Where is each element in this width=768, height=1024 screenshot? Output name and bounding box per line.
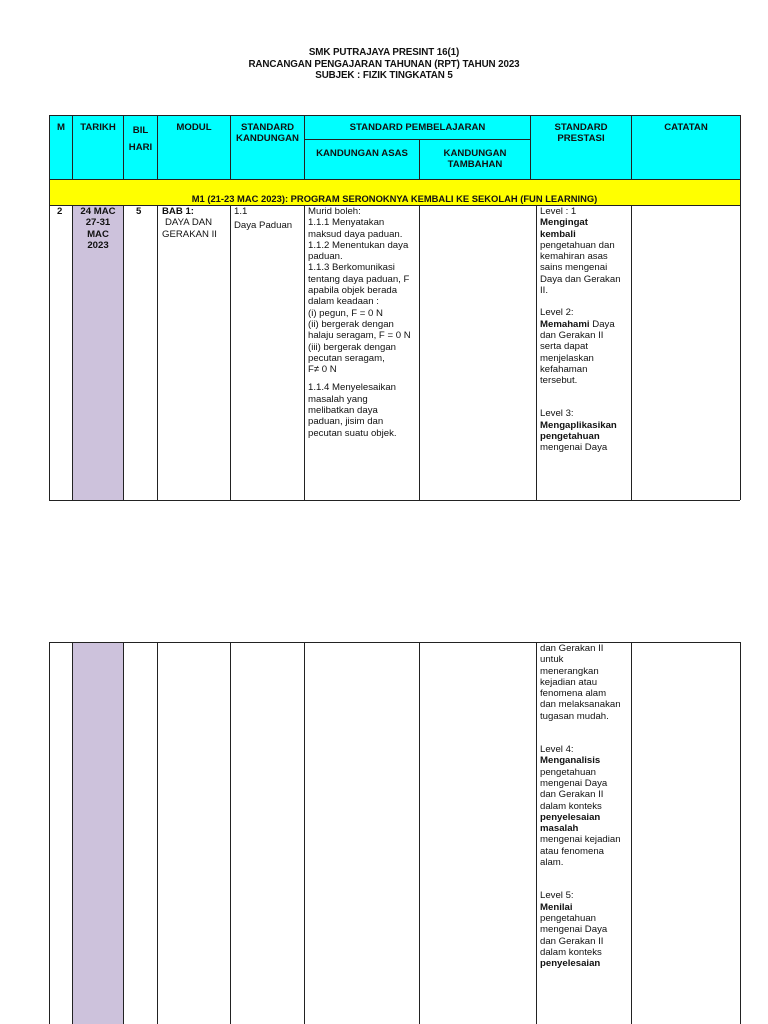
col-m-header: M <box>57 122 65 133</box>
chapter-label: BAB 1: <box>162 206 194 217</box>
col-tambahan-header: KANDUNGAN TAMBAHAN <box>443 148 507 170</box>
document-header <box>0 47 768 82</box>
week-number: 2 <box>57 206 63 217</box>
performance-standard-cont: dan Gerakan II untuk menerangkan kejadian atau fenomena alam dan melaksanakan tugasan mudah. Level 4: Menganalisis pengetahuan mengenai Daya dan Gerakan II dalam konteks penyelesaian masalah mengenai kejadian atau fenomena alam. Level 5: Menilai pengetahuan mengenai Daya dan Gerakan II dalam konteks penyelesaian <box>540 643 621 970</box>
col-modul-header: MODUL <box>176 122 212 133</box>
banner-text: M1 (21-23 MAC 2023): PROGRAM SERONOKNYA KEMBALI KE SEKOLAH (FUN LEARNING) <box>191 193 598 204</box>
col-catatan-header: CATATAN <box>664 122 708 133</box>
subject-line: SUBJEK : FIZIK TINGKATAN 5 <box>315 70 453 81</box>
module-cell: BAB 1: DAYA DAN GERAKAN II <box>162 206 230 240</box>
school-name: SMK PUTRAJAYA PRESINT 16(1) <box>308 47 460 58</box>
col-sk-header: STANDARD KANDUNGAN <box>236 122 299 144</box>
day-count: 5 <box>136 206 142 217</box>
col-sp-header: STANDARD PEMBELAJARAN <box>349 122 486 133</box>
col-prestasi-header: STANDARD PRESTASI <box>554 122 608 144</box>
date-range: 24 MAC 27-31 MAC 2023 <box>80 206 116 251</box>
col-tarikh-header: TARIKH <box>80 122 116 133</box>
learning-standard-cell: Murid boleh: 1.1.1 Menyatakan maksud daya paduan. 1.1.2 Menentukan daya paduan. 1.1.3 Berkomunikasi tentang daya paduan, F apabila objek berada dalam keadaan : (i) pegun, F = 0 N (ii) bergerak dengan halaju seragam, F = 0 N (iii) bergerak dengan pecutan seragam, F≠ 0 N 1.1.4 Menyelesaikan masalah yang melibatkan daya paduan, jisim dan pecutan suatu objek. <box>308 206 411 439</box>
col-bil-header: BIL HARI <box>128 125 153 153</box>
plan-title: RANCANGAN PENGAJARAN TAHUNAN (RPT) TAHUN 2023 <box>248 58 520 70</box>
content-standard-cell: 1.1 Daya Paduan <box>234 206 293 232</box>
date-cell-shade-cont <box>73 643 123 1024</box>
performance-standard-cell: Level : 1 Mengingat kembali pengetahuan dan kemahiran asas sains mengenai Daya dan Gerakan II. Level 2: Memahami Daya dan Gerakan II serta dapat menjelaskan kefahaman tersebut. Level 3: Mengaplikasikan pengetahuan mengenai Daya <box>540 206 621 454</box>
col-asas-header: KANDUNGAN ASAS <box>316 148 408 159</box>
